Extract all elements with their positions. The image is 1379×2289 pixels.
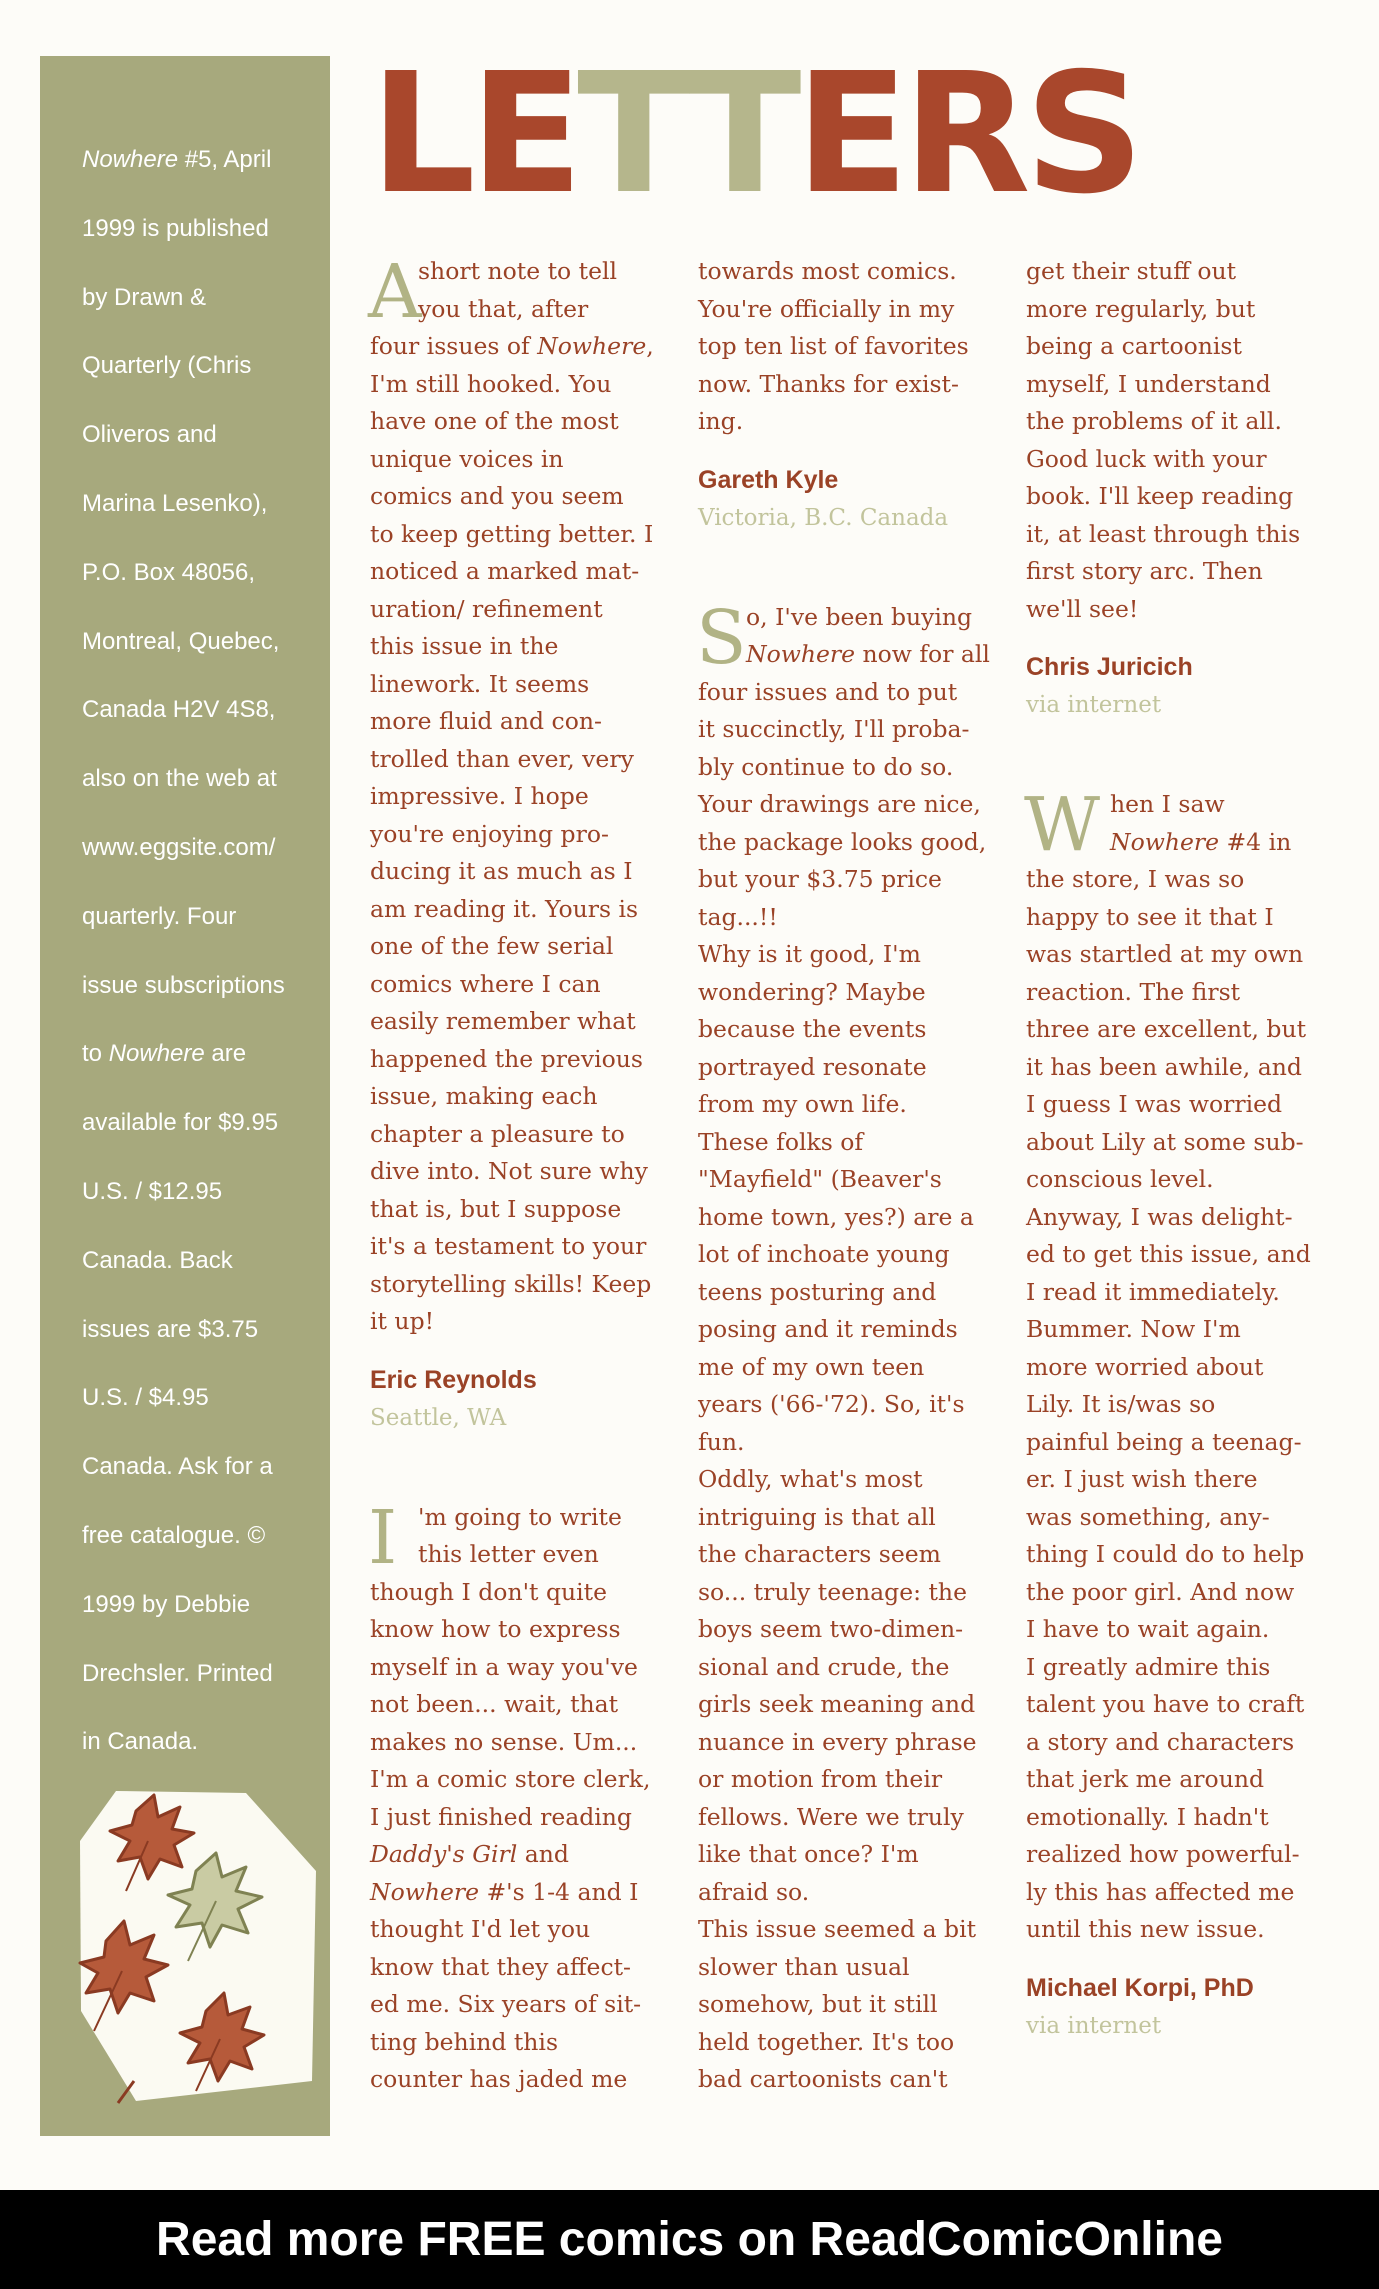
letter-line: conscious level. bbox=[1026, 1165, 1214, 1193]
letter-line: makes no sense. Um... bbox=[370, 1727, 638, 1756]
letter-line: You're officially in my bbox=[698, 294, 955, 323]
letter-line: I'm still hooked. You bbox=[370, 369, 612, 398]
letter-line: fun. bbox=[698, 1427, 745, 1456]
letter-line: the package looks good, bbox=[698, 827, 987, 856]
letter-line: this letter even bbox=[418, 1540, 599, 1568]
letter-line: I'm a comic store clerk, bbox=[370, 1765, 651, 1793]
letter-line: These folks of bbox=[698, 1127, 864, 1156]
letter-line: comics where I can bbox=[370, 969, 601, 998]
letter-line: Nowhere bbox=[1110, 827, 1220, 856]
letter-line: four issues and to put bbox=[698, 677, 958, 706]
letter-line: ducing it as much as I bbox=[370, 857, 633, 885]
letter-line: girls seek meaning and bbox=[698, 1690, 976, 1718]
indicia-sidebar bbox=[40, 56, 330, 2136]
drop-cap: A bbox=[368, 249, 422, 335]
letter-line: talent you have to craft bbox=[1026, 1690, 1305, 1718]
letter-line: linework. It seems bbox=[370, 669, 590, 698]
letter-line: happened the previous bbox=[370, 1044, 643, 1073]
letter-line: Daddy's Girl bbox=[370, 1840, 518, 1868]
letter-line: unique voices in bbox=[370, 444, 564, 473]
letter-line: reaction. The first bbox=[1026, 977, 1241, 1006]
letter-3 bbox=[696, 594, 990, 2099]
letter-line: Anyway, I was delight- bbox=[1026, 1202, 1293, 1231]
letter-line: or motion from their bbox=[698, 1765, 943, 1793]
letter-line: me of my own teen bbox=[698, 1352, 925, 1381]
letter-line: dive into. Not sure why bbox=[370, 1157, 648, 1185]
letter-line: was startled at my own bbox=[1026, 940, 1304, 968]
letter-line: it succinctly, I'll proba- bbox=[698, 715, 970, 743]
letter-line: you're enjoying pro- bbox=[370, 819, 609, 848]
letter-signature-name: Chris Juricich bbox=[1026, 653, 1193, 681]
letter-line: the store, I was so bbox=[1026, 865, 1245, 893]
indicia-line: Quarterly (Chris bbox=[82, 352, 252, 380]
letter-line: happy to see it that I bbox=[1026, 902, 1274, 931]
letter-line: about Lily at some sub- bbox=[1026, 1127, 1304, 1156]
indicia-line: Montreal, Quebec, bbox=[82, 627, 280, 655]
letter-line: Why is it good, I'm bbox=[698, 940, 921, 968]
page-title bbox=[370, 38, 1139, 231]
letter-line: three are excellent, but bbox=[1026, 1015, 1307, 1043]
letter-line: that jerk me around bbox=[1026, 1765, 1265, 1793]
letter-line: Your drawings are nice, bbox=[698, 790, 981, 818]
letter-line: and bbox=[517, 1840, 569, 1868]
letter-line: myself in a way you've bbox=[370, 1652, 638, 1681]
letter-line: realized how powerful- bbox=[1026, 1840, 1300, 1868]
letter-line: know how to express bbox=[370, 1615, 621, 1643]
letter-line: "Mayfield" (Beaver's bbox=[698, 1165, 942, 1193]
letter-line: intriguing is that all bbox=[698, 1502, 936, 1531]
letter-line: tag...!! bbox=[698, 902, 778, 931]
letter-line: thing I could do to help bbox=[1026, 1540, 1305, 1568]
title-part-2: TT bbox=[577, 38, 796, 231]
letter-line: home town, yes?) are a bbox=[698, 1202, 974, 1231]
letter-signature-name: Michael Korpi, PhD bbox=[1026, 1973, 1254, 2002]
promo-banner[interactable]: Read more FREE comics on ReadComicOnline bbox=[0, 2190, 1379, 2289]
letter-line: ly this has affected me bbox=[1026, 1877, 1295, 1906]
indicia-line: Canada. Ask for a bbox=[82, 1453, 273, 1481]
letter-line: This issue seemed a bit bbox=[698, 1915, 977, 1943]
letter-line: painful being a teenag- bbox=[1026, 1427, 1302, 1456]
letter-line: four issues of bbox=[370, 332, 538, 360]
indicia-line: in Canada. bbox=[82, 1728, 199, 1756]
letter-line: ting behind this bbox=[370, 2027, 559, 2056]
drop-cap: S bbox=[696, 594, 747, 681]
letter-signature-name: Eric Reynolds bbox=[370, 1365, 537, 1394]
letter-line: boys seem two-dimen- bbox=[698, 1615, 964, 1643]
letter-line: that is, but I suppose bbox=[370, 1194, 622, 1223]
letter-line: ed me. Six years of sit- bbox=[370, 1990, 642, 2018]
letter-signature-name: Gareth Kyle bbox=[698, 465, 839, 494]
letter-line: you that, after bbox=[418, 294, 589, 323]
indicia-line: Nowhere bbox=[108, 1040, 205, 1068]
indicia-line: by Drawn & bbox=[82, 283, 207, 311]
letters-column-3 bbox=[1026, 253, 1314, 2045]
letter-line: 'm going to write bbox=[418, 1502, 622, 1531]
indicia-line: also on the web at bbox=[82, 765, 277, 793]
letter-line: it, at least through this bbox=[1026, 519, 1301, 548]
indicia-line: Nowhere bbox=[82, 146, 179, 173]
letter-line: held together. It's too bbox=[698, 2027, 955, 2056]
letter-line: impressive. I hope bbox=[370, 782, 589, 810]
letter-4 bbox=[1024, 782, 1314, 1949]
letter-line: it up! bbox=[370, 1307, 435, 1335]
letter-line: now. Thanks for exist- bbox=[698, 369, 959, 398]
letter-line: Nowhere bbox=[746, 640, 856, 668]
letter-line: the poor girl. And now bbox=[1026, 1577, 1295, 1606]
indicia-line: are bbox=[204, 1040, 247, 1068]
letters-column-2 bbox=[696, 253, 990, 2099]
letter-line: emotionally. I hadn't bbox=[1026, 1802, 1269, 1831]
letter-line: like that once? I'm bbox=[698, 1840, 919, 1868]
letter-line: from my own life. bbox=[698, 1090, 907, 1118]
letter-line: easily remember what bbox=[370, 1007, 636, 1035]
letter-line: thought I'd let you bbox=[370, 1915, 591, 1943]
indicia-line: U.S. / $4.95 bbox=[82, 1384, 209, 1412]
indicia-line: 1999 is published bbox=[82, 214, 269, 242]
letter-line: o, I've been buying bbox=[746, 602, 973, 631]
indicia-line: U.S. / $12.95 bbox=[82, 1177, 223, 1205]
letter-line: more fluid and con- bbox=[370, 707, 602, 735]
letter-line: ing. bbox=[698, 407, 744, 435]
letter-line: it has been awhile, and bbox=[1026, 1052, 1302, 1081]
indicia-line: #5, April bbox=[178, 146, 272, 173]
letter-line: chapter a pleasure to bbox=[370, 1119, 625, 1148]
title-part-3: ERS bbox=[795, 38, 1139, 231]
letter-line: Nowhere bbox=[537, 332, 647, 360]
letter-line: I just finished reading bbox=[370, 1802, 632, 1831]
letter-line: a story and characters bbox=[1026, 1727, 1295, 1756]
letter-line: wondering? Maybe bbox=[698, 977, 926, 1006]
letter-line: it's a testament to your bbox=[370, 1232, 647, 1260]
letter-2 bbox=[368, 1494, 658, 2099]
letter-line: bad cartoonists can't bbox=[698, 2065, 948, 2093]
letter-line: #4 in bbox=[1219, 827, 1292, 856]
indicia-line: Oliveros and bbox=[82, 421, 217, 449]
letter-line: know that they affect- bbox=[370, 1952, 632, 1981]
letter-line: #'s 1-4 and I bbox=[479, 1877, 639, 1906]
maple-leaves-icon bbox=[76, 1781, 328, 2111]
indicia-line: Canada. Back bbox=[82, 1246, 233, 1274]
letter-line: Oddly, what's most bbox=[698, 1465, 923, 1493]
letter-1 bbox=[368, 249, 658, 1341]
letter-line: being a cartoonist bbox=[1026, 332, 1242, 360]
letter-line: because the events bbox=[698, 1015, 927, 1043]
letter-line: we'll see! bbox=[1026, 594, 1139, 623]
letter-line: not been... wait, that bbox=[370, 1690, 619, 1718]
letter-line: the characters seem bbox=[698, 1540, 941, 1568]
letter-line: myself, I understand bbox=[1026, 369, 1271, 398]
letter-line: fellows. Were we truly bbox=[698, 1802, 964, 1831]
drop-cap: I bbox=[368, 1494, 398, 1581]
letter-line: counter has jaded me bbox=[370, 2065, 628, 2093]
letter-line: am reading it. Yours is bbox=[370, 894, 639, 923]
letter-line: teens posturing and bbox=[698, 1277, 937, 1306]
letter-line: I have to wait again. bbox=[1026, 1615, 1270, 1643]
letter-line: slower than usual bbox=[698, 1952, 910, 1981]
letter-line: storytelling skills! Keep bbox=[370, 1269, 652, 1298]
letters-column-1 bbox=[368, 249, 658, 2099]
letter-line: towards most comics. bbox=[698, 257, 957, 285]
letter-line: but your $3.75 price bbox=[698, 865, 942, 893]
letter-signature-location: via internet bbox=[1026, 692, 1162, 718]
letter-line: portrayed resonate bbox=[698, 1052, 927, 1081]
indicia-text bbox=[82, 126, 312, 1777]
letter-line: comics and you seem bbox=[370, 482, 624, 510]
letter-line: uration/ refinement bbox=[370, 594, 603, 623]
letter-line: lot of inchoate young bbox=[698, 1240, 950, 1268]
indicia-line: www.eggsite.com/ bbox=[82, 833, 276, 861]
letter-line: posing and it reminds bbox=[698, 1315, 958, 1343]
letter-line: noticed a marked mat- bbox=[370, 557, 640, 585]
letter-signature-location: Seattle, WA bbox=[370, 1404, 507, 1431]
letter-line: , bbox=[646, 332, 654, 360]
letter-line: issue, making each bbox=[370, 1082, 598, 1110]
letter-line: years ('66-'72). So, it's bbox=[698, 1390, 965, 1418]
letter-line: top ten list of favorites bbox=[698, 332, 969, 360]
indicia-line: Canada H2V 4S8, bbox=[82, 696, 276, 724]
letter-line: to keep getting better. I bbox=[370, 519, 654, 548]
letter-signature-location: via internet bbox=[1026, 2012, 1162, 2039]
letter-line: I greatly admire this bbox=[1026, 1652, 1271, 1681]
letter-line: sional and crude, the bbox=[698, 1652, 950, 1681]
letter-line: though I don't quite bbox=[370, 1577, 608, 1606]
letter-signature-location: Victoria, B.C. Canada bbox=[698, 504, 949, 531]
letter-line: ed to get this issue, and bbox=[1026, 1240, 1311, 1268]
letter-line: book. I'll keep reading bbox=[1026, 482, 1294, 510]
letter-line: was something, any- bbox=[1026, 1502, 1270, 1531]
letter-line: bly continue to do so. bbox=[698, 752, 954, 781]
letter-line: trolled than ever, very bbox=[370, 744, 634, 773]
letter-line: first story arc. Then bbox=[1026, 557, 1263, 585]
letter-line: hen I saw bbox=[1110, 790, 1225, 818]
indicia-line: Marina Lesenko), bbox=[82, 489, 268, 517]
letter-line: I guess I was worried bbox=[1026, 1090, 1283, 1118]
letter-line: er. I just wish there bbox=[1026, 1465, 1258, 1493]
letter-line: get their stuff out bbox=[1026, 257, 1237, 285]
letter-line: the problems of it all. bbox=[1026, 407, 1282, 435]
indicia-line: Drechsler. Printed bbox=[82, 1659, 273, 1687]
letter-line: more worried about bbox=[1026, 1352, 1264, 1381]
indicia-line: to bbox=[82, 1040, 109, 1068]
letter-line: afraid so. bbox=[698, 1877, 810, 1906]
drop-cap: W bbox=[1024, 782, 1101, 868]
letter-line: one of the few serial bbox=[370, 932, 614, 960]
letter-line: Lily. It is/was so bbox=[1026, 1390, 1216, 1418]
letter-line: nuance in every phrase bbox=[698, 1727, 977, 1756]
indicia-line: 1999 by Debbie bbox=[82, 1590, 251, 1618]
indicia-line: quarterly. Four bbox=[82, 902, 237, 930]
letter-line: now for all bbox=[855, 640, 990, 668]
indicia-line: P.O. Box 48056, bbox=[82, 558, 256, 586]
letter-line: have one of the most bbox=[370, 407, 619, 435]
title-part-1: LE bbox=[370, 38, 578, 231]
letter-line: I read it immediately. bbox=[1026, 1277, 1280, 1306]
letter-line: Good luck with your bbox=[1026, 444, 1267, 473]
indicia-line: free catalogue. © bbox=[82, 1521, 266, 1549]
letter-line: short note to tell bbox=[418, 257, 618, 285]
letter-line: somehow, but it still bbox=[698, 1990, 938, 2018]
letter-line: this issue in the bbox=[370, 632, 559, 660]
letter-line: Bummer. Now I'm bbox=[1026, 1315, 1241, 1343]
letter-line: until this new issue. bbox=[1026, 1915, 1265, 1943]
indicia-line: issue subscriptions bbox=[82, 971, 285, 999]
letter-line: so... truly teenage: the bbox=[698, 1577, 967, 1606]
letter-line: more regularly, but bbox=[1026, 294, 1256, 323]
letter-line: Nowhere bbox=[370, 1877, 480, 1906]
indicia-line: available for $9.95 bbox=[82, 1109, 279, 1137]
indicia-line: issues are $3.75 bbox=[82, 1315, 259, 1343]
